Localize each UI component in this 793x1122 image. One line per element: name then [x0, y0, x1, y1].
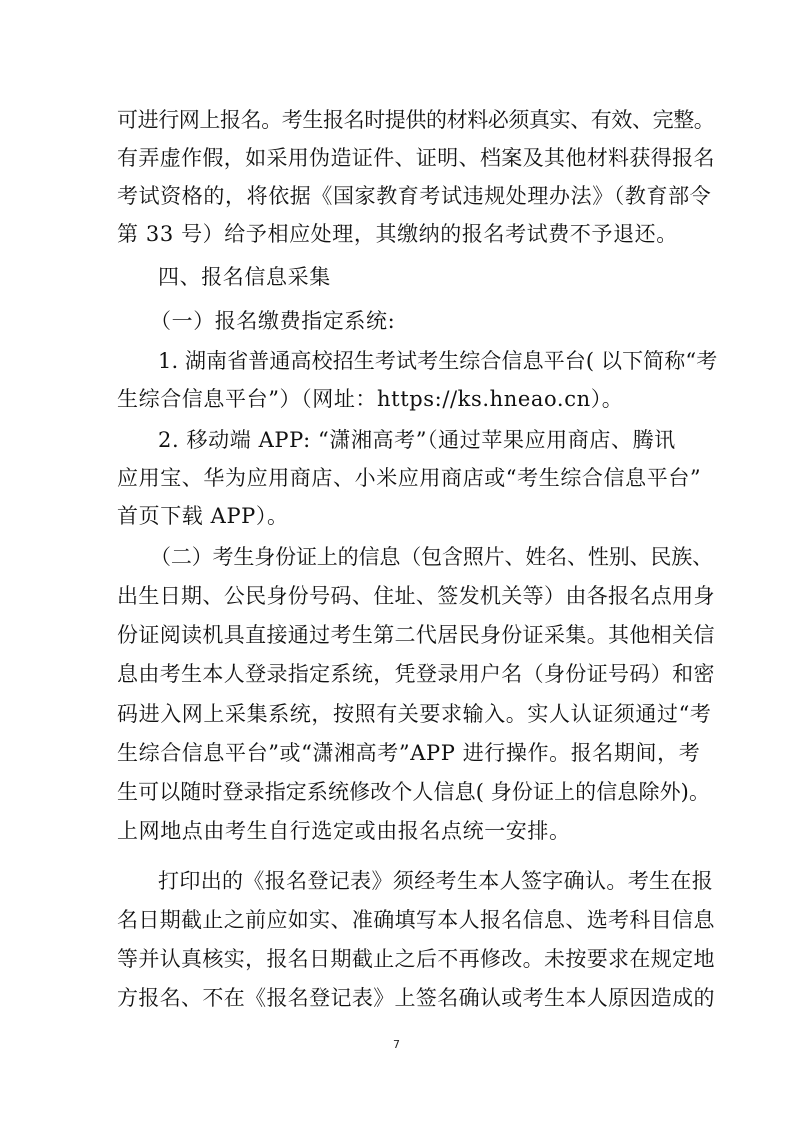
subsection-heading: （一）报名缴费指定系统: [150, 309, 396, 333]
paragraph-line: 应用宝、华为应用商店、小米应用商店或“考生综合信息平台” [117, 466, 702, 490]
paragraph-line: 码进入网上采集系统，按照有关要求输入。实人认证须通过“考 [117, 702, 712, 726]
paragraph-line: 可进行网上报名。考生报名时提供的材料必须真实、有效、完整。 [117, 108, 715, 132]
paragraph-line: 等并认真核实，报名日期截止之后不再修改。未按要求在规定地 [117, 947, 715, 971]
paragraph-line: 生综合信息平台”）（网址：https://ks.hneao.cn）。 [117, 387, 624, 411]
paragraph-line: 考试资格的，将依据《国家教育考试违规处理办法》（教育部令 [117, 184, 712, 208]
paragraph-line: 第 33 号）给予相应处理，其缴纳的报名考试费不予退还。 [117, 222, 678, 246]
paragraph-line: 1. 湖南省普通高校招生考试考生综合信息平台( 以下简称“考 [158, 349, 718, 373]
paragraph-line: 出生日期、公民身份号码、住址、签发机关等）由各报名点用身 [117, 584, 715, 608]
paragraph-line: 份证阅读机具直接通过考生第二代居民身份证采集。其他相关信 [117, 623, 715, 647]
paragraph-line: 首页下载 APP）。 [117, 504, 289, 528]
paragraph-line: 有弄虚作假，如采用伪造证件、证明、档案及其他材料获得报名 [117, 146, 715, 170]
paragraph-line: 生综合信息平台”或“潇湘高考”APP 进行操作。报名期间，考 [117, 741, 701, 765]
paragraph-line: 2. 移动端 APP: “潇湘高考”（通过苹果应用商店、腾讯 [158, 428, 676, 452]
paragraph-line: （二）考生身份证上的信息（包含照片、姓名、性别、民族、 [150, 545, 713, 569]
paragraph-line: 方报名、不在《报名登记表》上签名确认或考生本人原因造成的 [117, 986, 715, 1010]
paragraph-line: 打印出的《报名登记表》须经考生本人签字确认。考生在报 [158, 869, 714, 893]
section-heading: 四、报名信息采集 [158, 265, 331, 289]
paragraph-line: 上网地点由考生自行选定或由报名点统一安排。 [117, 819, 571, 843]
paragraph-line: 名日期截止之前应如实、准确填写本人报名信息、选考科目信息 [117, 908, 715, 932]
paragraph-line: 息由考生本人登录指定系统，凭登录用户名（身份证号码）和密 [117, 662, 715, 686]
page-number: 7 [393, 1038, 400, 1051]
paragraph-line: 生可以随时登录指定系统修改个人信息( 身份证上的信息除外)。 [117, 780, 711, 804]
